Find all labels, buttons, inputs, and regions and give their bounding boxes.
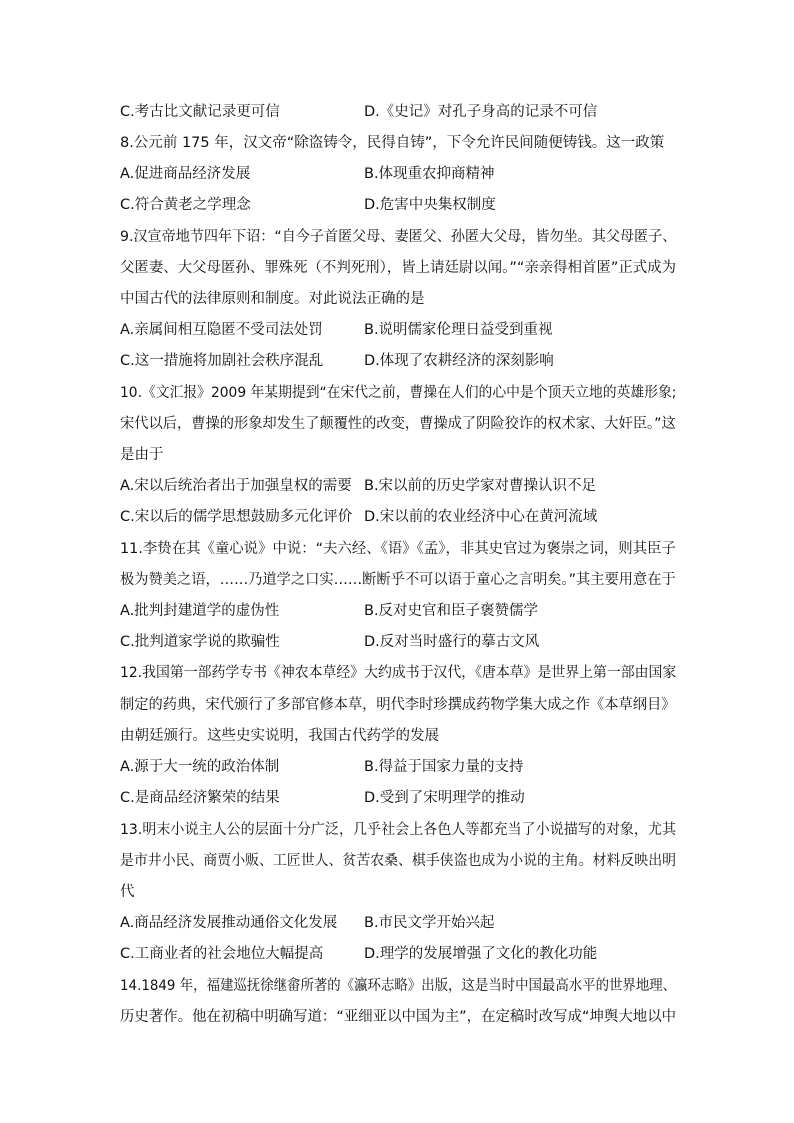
question-14-stem-line-1: 14.1849 年，福建巡抚徐继畲所著的《瀛环志略》出版，这是当时中国最高水平的世界地理、 (120, 978, 677, 994)
option-a: A.促进商品经济发展 (120, 166, 251, 182)
question-10-stem-line-1: 10.《文汇报》2009 年某期提到“在宋代之前，曹操在人们的心中是个顶天立地的英雄形象; (120, 385, 677, 401)
option-d: D.受到了宋明理学的推动 (364, 790, 525, 806)
question-8-stem: 8.公元前 175 年，汉文帝“除盗铸令，民得自铸”，下令允许民间随便铸钱。这一政策 (120, 135, 665, 151)
question-12-stem-line-2: 制定的药典，宋代颁行了多部官修本草，明代李时珍撰成药物学集大成之作《本草纲目》 (120, 697, 676, 713)
option-d: D.宋以前的农业经济中心在黄河流域 (364, 509, 598, 525)
option-b: B.宋以前的历史学家对曹操认识不足 (364, 478, 597, 494)
question-9-stem-line-2: 父匿妻、大父母匿孙、罪殊死（不判死刑），皆上请廷尉以闻。”“亲亲得相首匿”正式成为 (120, 260, 677, 276)
option-a: A.亲属间相互隐匿不受司法处罚 (120, 322, 323, 338)
option-c: C.是商品经济繁荣的结果 (120, 790, 280, 806)
option-a: A.批判封建道学的虚伪性 (120, 603, 280, 619)
question-11-stem-line-1: 11.李贽在其《童心说》中说：“夫六经、《语》《孟》，非其史官过为褒崇之词，则其臣子 (120, 541, 676, 557)
question-9-stem-line-1: 9.汉宣帝地节四年下诏：“自今子首匿父母、妻匿父、孙匿大父母，皆勿坐。其父母匿子、 (120, 229, 677, 245)
question-9-stem-line-3: 中国古代的法律原则和制度。对此说法正确的是 (120, 291, 425, 307)
option-d: D.体现了农耕经济的深刻影响 (364, 353, 554, 369)
question-13-stem-line-2: 是市井小民、商贾小贩、工匠世人、贫苦农桑、棋手侠盗也成为小说的主角。材料反映出明 (120, 853, 676, 869)
option-b: B.得益于国家力量的支持 (364, 759, 524, 775)
option-c: C.符合黄老之学理念 (120, 197, 251, 213)
option-b: B.反对史官和臣子褒赞儒学 (364, 603, 539, 619)
option-b: B.市民文学开始兴起 (364, 915, 495, 931)
question-12-stem-line-1: 12.我国第一部药学专书《神农本草经》大约成书于汉代，《唐本草》是世界上第一部由国家 (120, 665, 677, 681)
option-a: A.商品经济发展推动通俗文化发展 (120, 915, 338, 931)
question-14-stem-line-2: 历史著作。他在初稿中明确写道：“亚细亚以中国为主”，在定稿时改写成“坤舆大地以中 (120, 1009, 677, 1025)
option-c: C.考古比文献记录更可信 (120, 104, 280, 120)
option-c: C.这一措施将加剧社会秩序混乱 (120, 353, 324, 369)
option-a: A.宋以后统治者出于加强皇权的需要 (120, 478, 352, 494)
option-b: B.说明儒家伦理日益受到重视 (364, 322, 553, 338)
option-d: D.理学的发展增强了文化的教化功能 (364, 946, 598, 962)
option-d: D.反对当时盛行的摹古文风 (364, 634, 540, 650)
option-d: D.《史记》对孔子身高的记录不可信 (364, 104, 598, 120)
option-b: B.体现重农抑商精神 (364, 166, 495, 182)
question-10-stem-line-3: 是由于 (120, 447, 164, 463)
question-11-stem-line-2: 极为赞美之语，……乃道学之口实……断断乎不可以语于童心之言明矣。”其主要用意在于 (120, 572, 676, 588)
option-d: D.危害中央集权制度 (364, 197, 496, 213)
option-c: C.工商业者的社会地位大幅提高 (120, 946, 324, 962)
question-13-stem-line-1: 13.明末小说主人公的层面十分广泛，几乎社会上各色人等都充当了小说描写的对象，尤其 (120, 822, 677, 838)
question-13-stem-line-3: 代 (120, 884, 135, 900)
option-c: C.宋以后的儒学思想鼓励多元化评价 (120, 509, 353, 525)
option-a: A.源于大一统的政治体制 (120, 759, 280, 775)
question-10-stem-line-2: 宋代以后，曹操的形象却发生了颠覆性的改变，曹操成了阴险狡诈的权术家、大奸臣。”这 (120, 416, 676, 432)
option-c: C.批判道家学说的欺骗性 (120, 634, 280, 650)
question-12-stem-line-3: 由朝廷颁行。这些史实说明，我国古代药学的发展 (120, 728, 439, 744)
